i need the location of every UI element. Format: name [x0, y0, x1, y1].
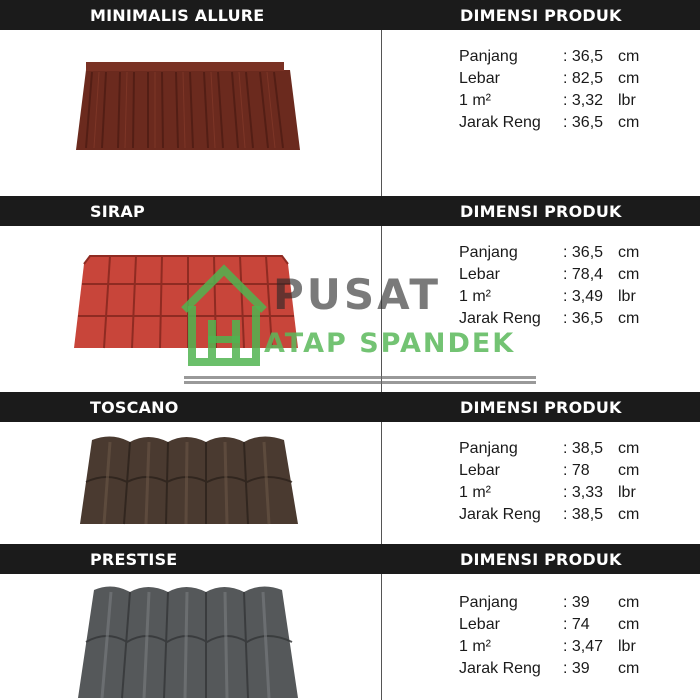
spec-value: : 74: [563, 616, 590, 633]
spec-unit: lbr: [618, 92, 636, 109]
spec-value: : 36,5: [563, 114, 604, 131]
spec-label: Lebar: [459, 462, 500, 479]
section-header: [0, 544, 700, 574]
product-name: TOSCANO: [90, 398, 179, 417]
spec-value: : 3,49: [563, 288, 604, 305]
spec-label: Jarak Reng: [459, 660, 541, 677]
spec-unit: cm: [618, 440, 640, 457]
spec-label: 1 m²: [459, 288, 491, 305]
spec-unit: lbr: [618, 484, 636, 501]
spec-label: 1 m²: [459, 484, 491, 501]
spec-label: Panjang: [459, 594, 518, 611]
spec-unit: cm: [618, 70, 640, 87]
spec-label: Lebar: [459, 616, 500, 633]
spec-label: 1 m²: [459, 638, 491, 655]
spec-label: 1 m²: [459, 92, 491, 109]
roof-tile-image: [72, 432, 304, 532]
spec-value: : 3,32: [563, 92, 604, 109]
section-body: [0, 226, 700, 394]
section-body: [0, 30, 700, 198]
product-name: PRESTISE: [90, 550, 178, 569]
dimension-header: DIMENSI PRODUK: [460, 398, 622, 417]
spec-value: : 36,5: [563, 48, 604, 65]
spec-value: : 78: [563, 462, 590, 479]
spec-value: : 38,5: [563, 506, 604, 523]
spec-unit: cm: [618, 114, 640, 131]
spec-value: : 3,47: [563, 638, 604, 655]
section-body: [0, 574, 700, 700]
spec-value: : 3,33: [563, 484, 604, 501]
spec-value: : 36,5: [563, 244, 604, 261]
spec-unit: lbr: [618, 638, 636, 655]
spec-unit: cm: [618, 616, 640, 633]
watermark-line1: PUSAT: [273, 270, 442, 319]
spec-label: Lebar: [459, 266, 500, 283]
spec-label: Panjang: [459, 440, 518, 457]
product-name: SIRAP: [90, 202, 145, 221]
dimension-header: DIMENSI PRODUK: [460, 550, 622, 569]
spec-value: : 78,4: [563, 266, 604, 283]
spec-unit: lbr: [618, 288, 636, 305]
spec-label: Panjang: [459, 48, 518, 65]
spec-unit: cm: [618, 310, 640, 327]
spec-value: : 36,5: [563, 310, 604, 327]
section-header: [0, 392, 700, 422]
spec-unit: cm: [618, 594, 640, 611]
column-divider: [381, 226, 382, 394]
spec-label: Jarak Reng: [459, 114, 541, 131]
spec-value: : 38,5: [563, 440, 604, 457]
spec-unit: cm: [618, 244, 640, 261]
spec-value: : 39: [563, 660, 590, 677]
roof-tile-image: [72, 580, 304, 700]
spec-label: Jarak Reng: [459, 310, 541, 327]
dimension-header: DIMENSI PRODUK: [460, 202, 622, 221]
spec-unit: cm: [618, 266, 640, 283]
dimension-header: DIMENSI PRODUK: [460, 6, 622, 25]
spec-value: : 82,5: [563, 70, 604, 87]
spec-label: Jarak Reng: [459, 506, 541, 523]
roof-tile-image: [70, 250, 302, 352]
spec-unit: cm: [618, 48, 640, 65]
spec-label: Panjang: [459, 244, 518, 261]
spec-label: Lebar: [459, 70, 500, 87]
product-name: MINIMALIS ALLURE: [90, 6, 265, 25]
spec-unit: cm: [618, 462, 640, 479]
section-header: [0, 196, 700, 226]
column-divider: [381, 30, 382, 198]
spec-unit: cm: [618, 660, 640, 677]
roof-tile-image: [72, 58, 302, 154]
column-divider: [381, 574, 382, 700]
section-header: [0, 0, 700, 30]
watermark-line2: ATAP SPANDEK: [264, 328, 516, 359]
spec-unit: cm: [618, 506, 640, 523]
spec-value: : 39: [563, 594, 590, 611]
